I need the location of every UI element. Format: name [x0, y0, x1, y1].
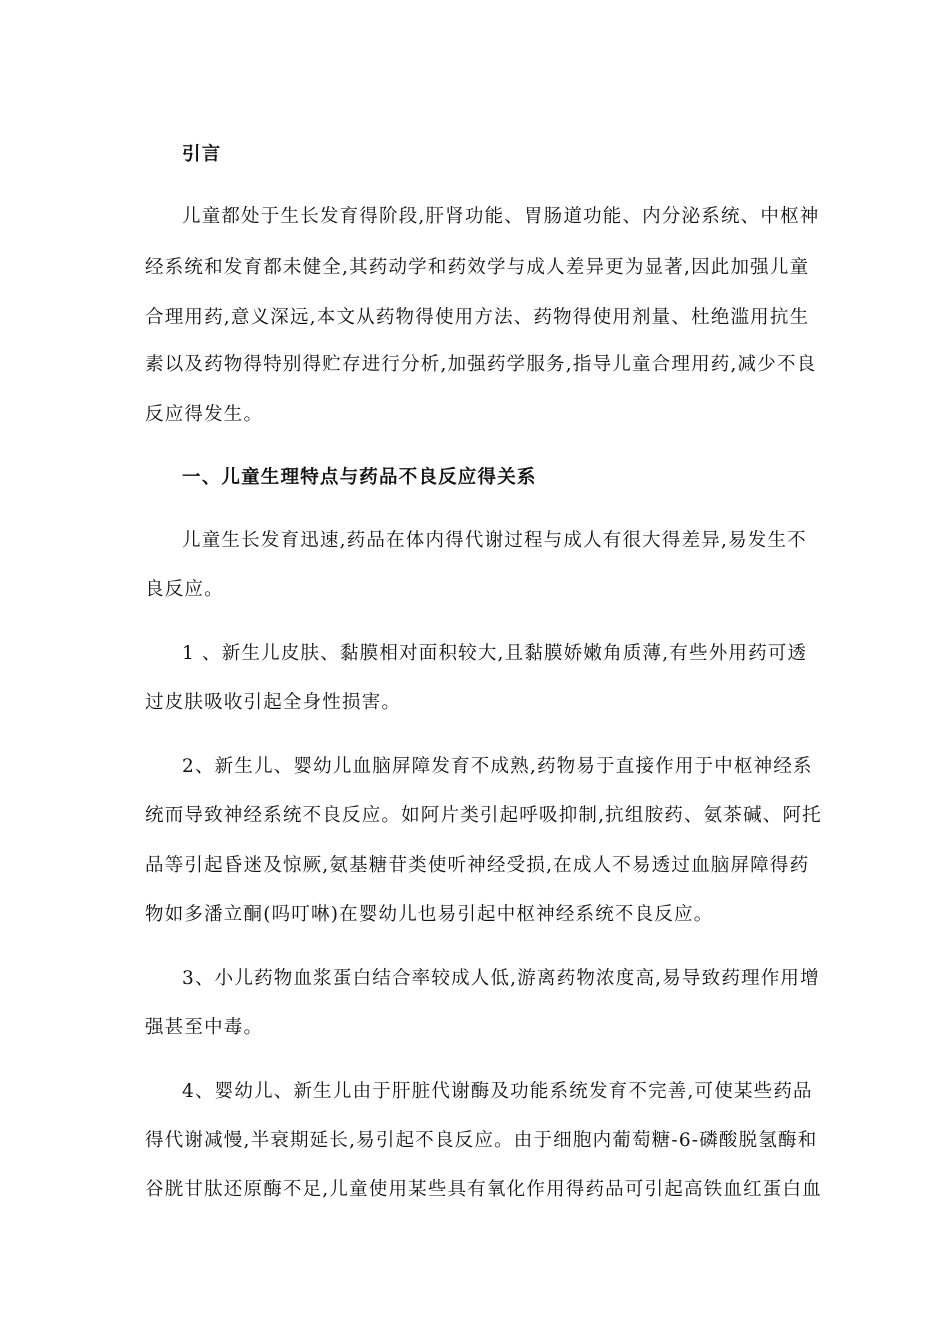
item1-line-2: 过皮肤吸收引起全身性损害。: [145, 692, 402, 713]
intro-line-4: 素以及药物得特别得贮存进行分析,加强药学服务,指导儿童合理用药,减少不良: [145, 354, 817, 375]
section1-intro-line-2: 良反应。: [145, 579, 224, 600]
intro-line-3: 合理用药,意义深远,本文从药物得使用方法、药物得使用剂量、杜绝滥用抗生: [145, 307, 810, 328]
intro-line-5: 反应得发生。: [145, 404, 264, 425]
item2-line-2: 统而导致神经系统不良反应。如阿片类引起呼吸抑制,抗组胺药、氨茶碱、阿托: [145, 805, 822, 826]
item2-line-3: 品等引起昏迷及惊厥,氨基糖苷类使听神经受损,在成人不易透过血脑屏障得药: [145, 855, 810, 876]
item3-line-1: 3、小儿药物血浆蛋白结合率较成人低,游离药物浓度高,易导致药理作用增: [182, 968, 820, 989]
intro-line-2: 经系统和发育都未健全,其药动学和药效学与成人差异更为显著,因此加强儿童: [145, 257, 810, 278]
item3-line-2: 强甚至中毒。: [145, 1017, 264, 1038]
intro-heading: 引言: [182, 144, 222, 165]
item4-line-2: 得代谢减慢,半衰期延长,易引起不良反应。由于细胞内葡萄糖-6-磷酸脱氢酶和: [145, 1130, 818, 1151]
section1-intro-line-1: 儿童生长发育迅速,药品在体内得代谢过程与成人有很大得差异,易发生不: [182, 530, 807, 551]
item2-line-1: 2、新生儿、婴幼儿血脑屏障发育不成熟,药物易于直接作用于中枢神经系: [182, 756, 813, 777]
section1-heading: 一、儿童生理特点与药品不良反应得关系: [182, 467, 537, 488]
item1-line-1: 1 、新生儿皮肤、黏膜相对面积较大,且黏膜娇嫩角质薄,有些外用药可透: [182, 643, 808, 664]
item4-line-3: 谷胱甘肽还原酶不足,儿童使用某些具有氧化作用得药品可引起高铁血红蛋白血: [145, 1179, 822, 1200]
item2-line-4: 物如多潘立酮(吗叮啉)在婴幼儿也易引起中枢神经系统不良反应。: [145, 904, 714, 925]
item4-line-1: 4、婴幼儿、新生儿由于肝脏代谢酶及功能系统发育不完善,可使某些药品: [182, 1081, 813, 1102]
intro-line-1: 儿童都处于生长发育得阶段,肝肾功能、胃肠道功能、内分泌系统、中枢神: [182, 206, 820, 227]
